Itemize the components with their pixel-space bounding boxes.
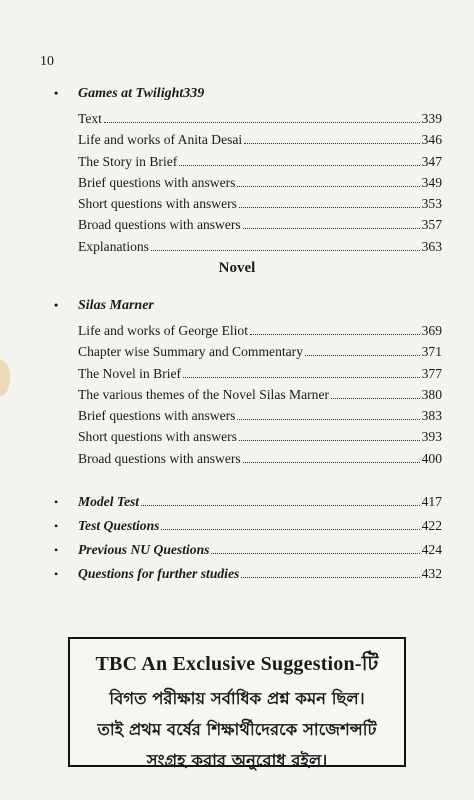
notice-line-1: TBC An Exclusive Suggestion-টি (95, 653, 379, 675)
toc-entry-page: 347 (421, 153, 442, 169)
toc-entry-title: Test Questions (78, 518, 160, 533)
leader-dots (239, 206, 420, 208)
toc-entry-page: 383 (421, 408, 442, 424)
toc-entry (50, 341, 442, 362)
toc-single-items (50, 494, 442, 590)
toc-section-games-at-twilight (50, 86, 442, 257)
toc-entry-title: Broad questions with answers (78, 450, 241, 466)
notice-line-3: তাই প্রথম বর্ষের শিক্ষার্থীদেরকে সাজেশন্সটি (97, 720, 377, 739)
leader-dots (141, 504, 420, 506)
toc-single-item (50, 542, 442, 566)
toc-entry-title: Short questions with answers (78, 196, 237, 212)
notice-box (68, 637, 406, 770)
toc-entry (50, 363, 442, 384)
toc-entry-title: Explanations (78, 238, 149, 254)
leader-dots (239, 439, 420, 441)
bullet-icon: • (54, 519, 59, 533)
toc-entry-page: 363 (421, 238, 442, 254)
toc-entry-title: Questions for further studies (78, 566, 240, 581)
toc-entry-page: 339 (421, 111, 442, 126)
leader-dots (241, 576, 419, 578)
toc-entry (50, 384, 442, 405)
toc-entry-page: 432 (421, 566, 442, 581)
toc-section-heading (50, 298, 442, 320)
leader-dots (237, 418, 419, 420)
toc-entry-page: 353 (421, 196, 442, 212)
toc-entry-page: 369 (421, 323, 442, 338)
leader-dots (237, 185, 419, 187)
bullet-icon: • (54, 86, 59, 100)
toc-entry (50, 448, 442, 469)
toc-entry-title: Chapter wise Summary and Commentary (78, 344, 304, 360)
toc-section-title: Silas Marner (78, 298, 154, 313)
toc-entry (50, 426, 442, 447)
bullet-icon: • (54, 567, 59, 581)
toc-single-item (50, 566, 442, 590)
notice-line-4: সংগ্রহ করার অনুরোধ রইল। (146, 751, 328, 770)
bullet-icon: • (54, 298, 59, 312)
leader-dots (305, 354, 420, 356)
leader-dots (183, 376, 420, 378)
toc-entry (50, 151, 442, 172)
toc-entry-title: Short questions with answers (78, 429, 237, 445)
toc-entry-page: 357 (421, 217, 442, 233)
toc-entry-page: 380 (421, 386, 442, 402)
toc-entry (50, 320, 442, 341)
novel-heading: Novel (218, 260, 256, 276)
toc-entry-page: 393 (421, 429, 442, 445)
leader-dots (250, 333, 420, 335)
leader-dots (331, 397, 420, 399)
toc-entry-title: Text (78, 111, 102, 126)
toc-entry-page: 371 (421, 344, 442, 360)
toc-entry-title: Life and works of Anita Desai (78, 132, 243, 148)
bullet-icon: • (54, 495, 59, 509)
toc-entry-page: 400 (421, 450, 442, 466)
toc-section-silas-marner (50, 298, 442, 469)
toc-entry-title: Broad questions with answers (78, 217, 241, 233)
notice-line-2: বিগত পরীক্ষায় সর্বাধিক প্রশ্ন কমন ছিল। (109, 689, 365, 708)
toc-entry (50, 108, 442, 129)
leader-dots (179, 164, 419, 166)
leader-dots (244, 142, 419, 144)
toc-entry (50, 214, 442, 235)
toc-entry-page: 422 (421, 518, 442, 533)
toc-entry (50, 236, 442, 257)
toc-entry-page: 349 (421, 174, 442, 190)
toc-section-heading (50, 86, 442, 108)
page-stain (0, 360, 10, 396)
page-number: 10 (40, 54, 54, 69)
toc-entry-page: 417 (421, 494, 442, 509)
toc-entry (50, 129, 442, 150)
toc-entry (50, 193, 442, 214)
bullet-icon: • (54, 543, 59, 557)
toc-entry-page: 377 (421, 365, 442, 381)
toc-single-item (50, 494, 442, 518)
toc-entry-title: Life and works of George Eliot (78, 323, 249, 338)
toc-entry-title: Previous NU Questions (78, 542, 210, 557)
toc-entry-page: 346 (421, 132, 442, 148)
toc-entry-title: Model Test (78, 494, 140, 509)
toc-entry-title: The Story in Brief (78, 153, 178, 169)
toc-single-item (50, 518, 442, 542)
toc-entry-title: Brief questions with answers (78, 174, 236, 190)
toc-entry-title: The various themes of the Novel Silas Marner (78, 386, 330, 402)
leader-dots (243, 461, 420, 463)
leader-dots (151, 249, 420, 251)
toc-entry (50, 172, 442, 193)
leader-dots (243, 227, 420, 229)
toc-entry (50, 405, 442, 426)
toc-entry-title: Brief questions with answers (78, 408, 236, 424)
leader-dots (104, 121, 420, 123)
leader-dots (211, 552, 419, 554)
toc-entry-page: 424 (421, 542, 442, 557)
toc-entry-title: The Novel in Brief (78, 365, 182, 381)
leader-dots (161, 528, 419, 530)
toc-section-title: Games at Twilight339 (78, 86, 205, 101)
